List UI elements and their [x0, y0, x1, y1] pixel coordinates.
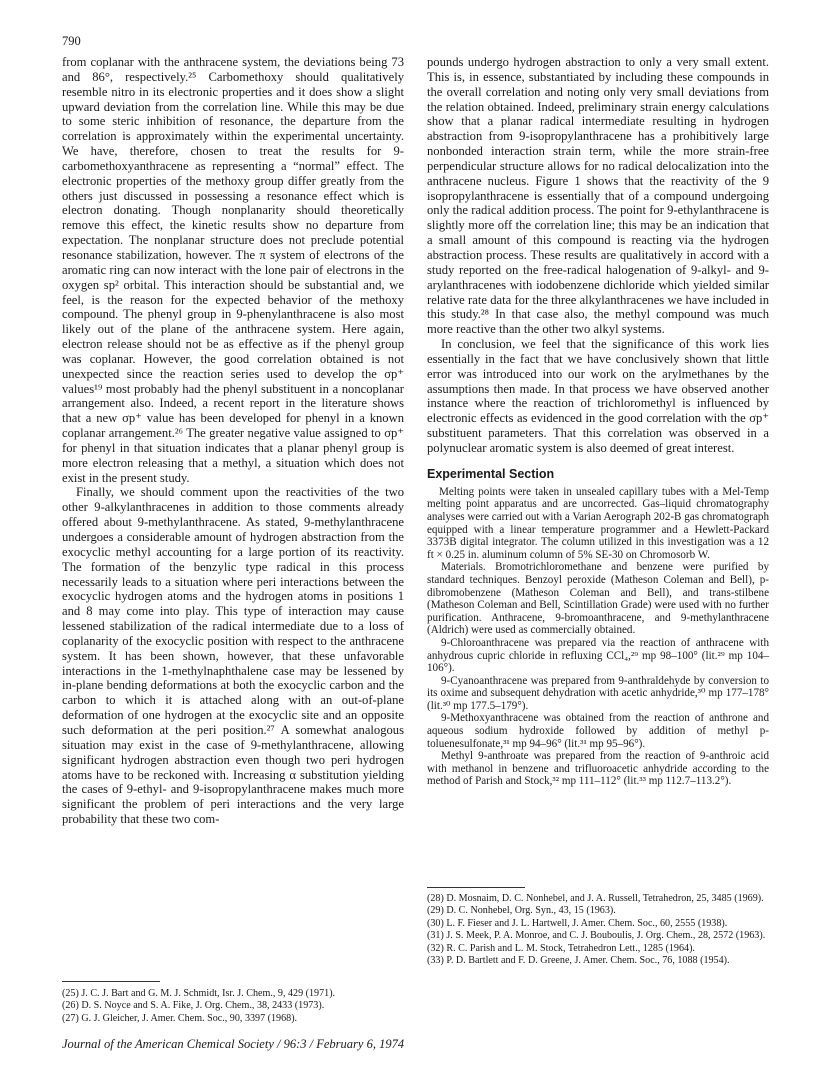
right-column: [427, 55, 769, 788]
footnote: (27) G. J. Gleicher, J. Amer. Chem. Soc., 90, 3397 (1968).: [62, 1012, 298, 1024]
experimental-paragraph: 9-Chloroanthracene was prepared via the reaction of anthracene with anhydrous cupric chloride in refluxing CCl₄,²⁹ mp 98–100° (lit.²⁹ mp 104–106°).: [427, 636, 769, 675]
footnote: (30) L. F. Fieser and J. L. Hartwell, J. Amer. Chem. Soc., 60, 2555 (1938).: [427, 917, 728, 929]
footnote: (31) J. S. Meek, P. A. Monroe, and C. J. Bouboulis, J. Org. Chem., 28, 2572 (1963).: [427, 930, 766, 942]
footnote-divider: [427, 887, 525, 888]
footnote: (28) D. Mosnaim, D. C. Nonhebel, and J. A. Russell, Tetrahedron, 25, 3485 (1969).: [427, 893, 764, 904]
journal-footer: Journal of the American Chemical Society / 96:3 / February 6, 1974: [62, 1037, 405, 1051]
body-paragraph: Finally, we should comment upon the reactivities of the two other 9-alkylanthracenes in addition to those comments already offered about 9-methylanthracene. As stated, 9-methylanthracene undergoes a considerable amount of hydrogen abstraction from the exocyclic methyl accounting for a large portion of its reactivity. The formation of the benzylic type radical in this process necessarily leads to a situation where peri interactions between the exocyclic hydrogen atoms and the hydrogen atoms in positions 1 and 8 may come into play. This type of interaction may cause lessened stabilization of the radical intermediate due to a loss of coplanarity of the exocyclic position with respect to the anthracene system. It has been shown, however, that these unfavorable interactions in the 1-methylnaphthalene case may be lessened by in-plane bending deformations at both the exocyclic carbon and the carbon to which it is attached along with an out-of-plane deformation of one hydrogen at the exocyclic site and an opposite such deformation at the peri position.²⁷ A somewhat analogous situation may exist in the case of 9-methylanthracene, allowing significant hydrogen abstraction even though two peri hydrogen atoms have to be reckoned with. Increasing α substitution yielding the cases of 9-ethyl- and 9-isopropylanthracene makes much more significant the problem of peri interactions and the very large probability that these two com-: [62, 485, 404, 827]
body-paragraph: from coplanar with the anthracene system, the deviations being 73 and 86°, respectively.²⁵ Carbomethoxy should qualitatively resemble nitro in its electronic properties and it does show a slight upward deviation from the correlation line. While this may be due to some steric inhibition of resonance, the departure from the correlation is approximately within the experimental uncertainty. We have, therefore, chosen to treat the results for 9-carbomethoxyanthracene as representing a “normal” effect. The electronic properties of the methoxy group differ greatly from the others just discussed in possessing a resonance effect which is electron donating. Though nonplanarity should theoretically remove this effect, the kinetic results show no departure from expectation. The nonplanar structure does not preclude potential resonance stabilization, however. The π system of electrons of the aromatic ring can now interact with the lone pair of electrons in the oxygen sp² orbital. This interaction should be substantial and, we feel, is the reason for the expected behavior of the methoxy compound. The phenyl group in 9-phenylanthracene is also most likely out of the plane of the anthracene system. Here again, electron release should not be as effective as if the phenyl group was coplanar. However, the good correlation obtained is not unexpected since the reaction series used to develop the σp⁺ values¹⁹ most probably had the phenyl substituent in a noncoplanar arrangement also. Indeed, a recent report in the literature shows that a new σp⁺ value has been developed for phenyl in a known coplanar arrangement.²⁶ The greater negative value assigned to σp⁺ for phenyl in that situation indicates that a planar phenyl group is more electron releasing that a methyl, a situation which does not exist in the present study.: [62, 55, 404, 485]
footnote: (25) J. C. J. Bart and G. M. J. Schmidt, Isr. J. Chem., 9, 429 (1971).: [62, 988, 336, 999]
experimental-paragraph: 9-Cyanoanthracene was prepared from 9-anthraldehyde by conversion to its oxime and subsequent dehydration with acetic anhydride,³⁰ mp 177–178° (lit.³⁰ mp 177.5–179°).: [427, 674, 769, 712]
experimental-paragraph: Methyl 9-anthroate was prepared from the reaction of 9-anthroic acid with methanol in benzene and trifluoroacetic anhydride according to the method of Parish and Stock,³² mp 111–112° (lit.³³ mp 112.7–113.2°).: [427, 750, 769, 788]
experimental-paragraph: 9-Methoxyanthracene was obtained from the reaction of anthrone and aqueous sodium hydroxide followed by addition of methyl p-toluenesulfonate,³¹ mp 94–96° (lit.³¹ mp 95–96°).: [427, 712, 769, 750]
body-paragraph: pounds undergo hydrogen abstraction to only a very small extent. This is, in essence, substantiated by including these compounds in the overall correlation and noting only very small deviations from the relation obtained. Indeed, preliminary strain energy calculations show that a planar radical intermediate resulting in hydrogen abstraction from 9-isopropylanthracene has a prohibitively large nonbonded interaction strain term, while the more strain-free perpendicular structure allows for no radical delocalization into the anthracene nucleus. Figure 1 shows that the reactivity of the 9 isopropylanthracene is essentially that of a compound undergoing only the radical addition process. The point for 9-ethylanthracene is slightly more off the correlation line; this may be an indication that a small amount of this compound is reacting via the hydrogen abstraction process. These results are qualitatively in accord with a study reported on the free-radical halogenation of 9-alkyl- and 9-arylanthracenes with iodobenzene dichloride which yielded similar relative rate data for the three alkylanthracenes we have included in this study.²⁸ In that case also, the methyl compound was much more reactive than the other two alkyl systems.: [427, 55, 769, 337]
experimental-paragraph: Melting points were taken in unsealed capillary tubes with a Mel-Temp melting point apparatus and are uncorrected. Gas–liquid chromatography analyses were carried out with a Varian Aerograph 202-B gas chromatograph equipped with a linear temperature programmer and a Hewlett-Packard 3373B digital integrator. The column utilized in this investigation was a 12 ft × 0.25 in. aluminum column of 5% SE-30 on Chromosorb W.: [427, 485, 769, 561]
footnote-divider: [62, 981, 160, 982]
body-paragraph: In conclusion, we feel that the significance of this work lies essentially in the fact that we have conclusively shown that little error was introduced into our work on the arylmethanes by the assumptions then made. In that process we have observed another instance where the reaction of trichloromethyl is influenced by electronic effects as evidenced in the good correlation with the σp⁺ substituent parameters. That this correlation was observed in a polynuclear aromatic system is also deemed of great interest.: [427, 337, 769, 455]
experimental-section: [427, 486, 769, 788]
footnote: (33) P. D. Bartlett and F. D. Greene, J. Amer. Chem. Soc., 76, 1088 (1954).: [427, 955, 730, 967]
left-column: [62, 55, 404, 827]
footnotes-right: [427, 893, 769, 967]
footnote: (29) D. C. Nonhebel, Org. Syn., 43, 15 (1963).: [427, 905, 616, 917]
footnotes-left: [62, 988, 404, 1025]
experimental-heading: Experimental Section: [427, 466, 555, 481]
footnote: (32) R. C. Parish and L. M. Stock, Tetrahedron Lett., 1285 (1964).: [427, 942, 695, 954]
footnote: (26) D. S. Noyce and S. A. Fike, J. Org. Chem., 38, 2433 (1973).: [62, 1000, 325, 1012]
page-number: 790: [62, 34, 81, 48]
experimental-paragraph: Materials. Bromotrichloromethane and benzene were purified by standard techniques. Benzoyl peroxide (Matheson Coleman and Bell), p-dibromobenzene (Matheson Coleman and Bell), and trans-stilbene (Matheson Coleman and Bell, Scintillation Grade) were used with no further purification. Anthracene, 9-bromoanthracene, and 9-methylanthracene (Aldrich) were used as commercially obtained.: [427, 561, 769, 637]
